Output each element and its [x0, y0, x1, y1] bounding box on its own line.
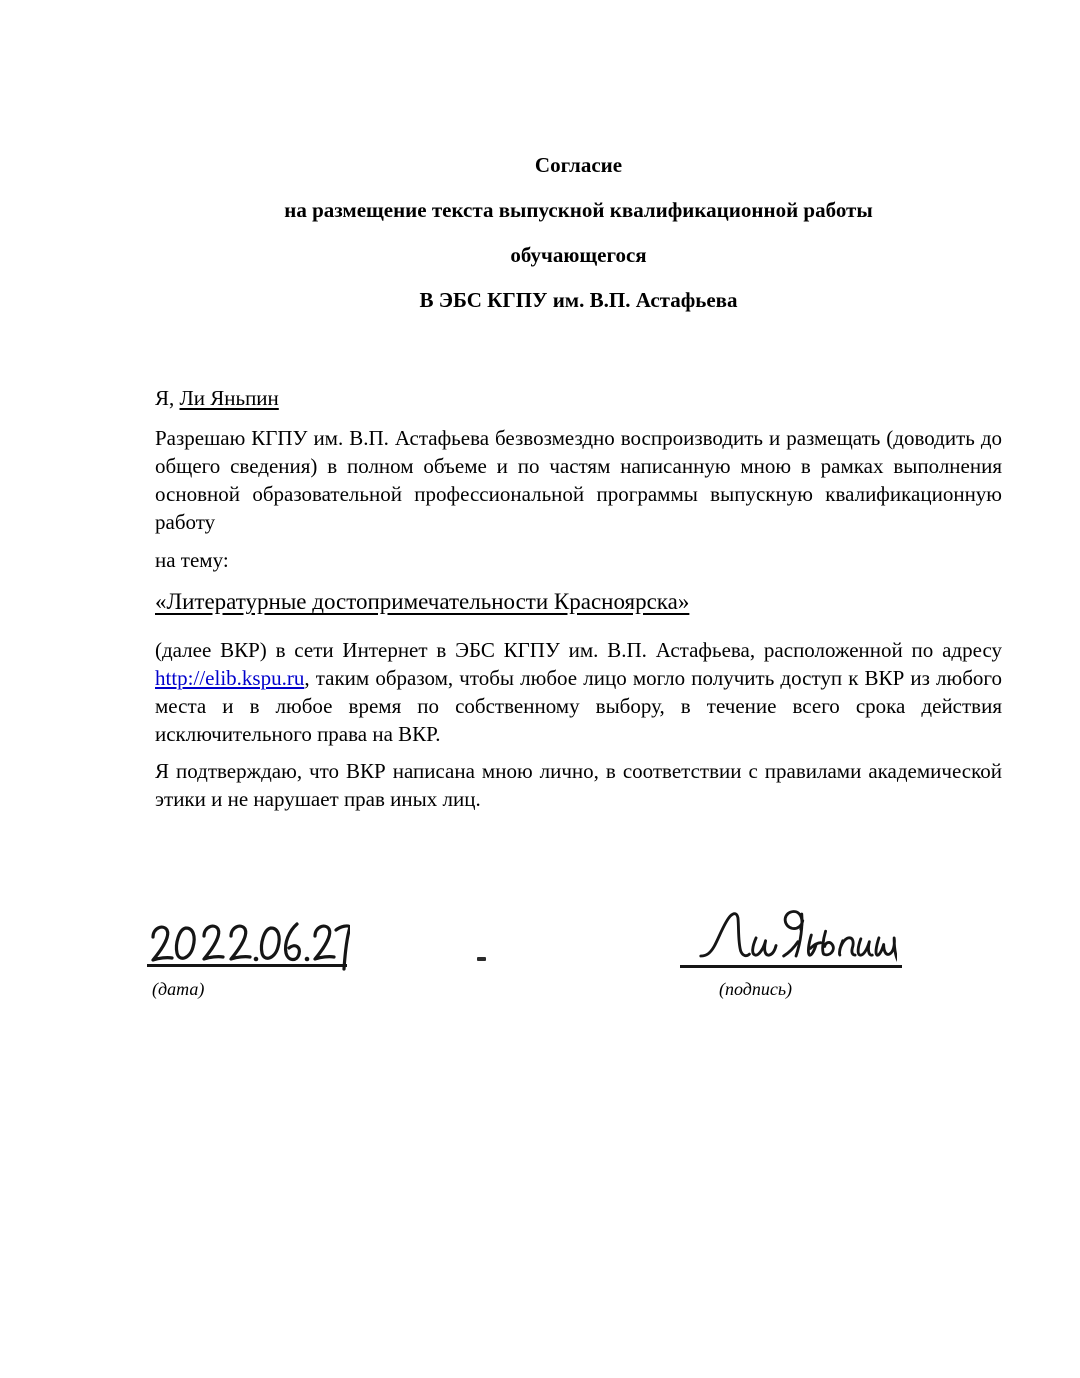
topic-title: «Литературные достопримечательности Красноярска» [155, 589, 690, 614]
title-line-student: обучающегося [510, 243, 647, 267]
author-name: Ли Яньпин [179, 386, 279, 410]
title-line-consent: Согласие [534, 153, 623, 177]
access-text-after-link: , таким образом, чтобы любое лицо могло получить доступ к ВКР из любого места и в любое время по собственному выбору, в течение всего срока действия исключительного права на ВКР. [155, 666, 1002, 746]
access-text-before-link: (далее ВКР) в сети Интернет в ЭБС КГПУ им. В.П. Астафьева, расположенной по адресу [155, 638, 1002, 662]
handwritten-signature [697, 905, 897, 967]
signature-label: (подпись) [719, 979, 793, 999]
permission-paragraph: Разрешаю КГПУ им. В.П. Астафьева безвозмездно воспроизводить и размещать (доводить до общего сведения) в полном объеме и по частям написанную мною в рамках выполнения основной образовательной профессиональной программы выпускную квалификационную работу [155, 426, 1002, 534]
title-line-library: В ЭБС КГПУ им. В.П. Астафьева [419, 288, 738, 312]
signature-underline [680, 965, 902, 968]
author-line [155, 384, 1002, 412]
document-title-block [155, 151, 1002, 314]
confirmation-paragraph: Я подтверждаю, что ВКР написана мною лично, в соответствии с правилами академической этики и не нарушает прав иных лиц. [155, 759, 1002, 811]
date-label: (дата) [152, 979, 205, 999]
author-prefix: Я, [155, 386, 180, 410]
topic-label: на тему: [155, 548, 229, 572]
title-line-placement: на размещение текста выпускной квалификационной работы [284, 198, 873, 222]
date-underline [147, 964, 347, 967]
access-paragraph [155, 636, 1002, 748]
elib-kspu-link[interactable]: http://elib.kspu.ru [155, 666, 305, 690]
stray-ink-mark [477, 957, 486, 961]
